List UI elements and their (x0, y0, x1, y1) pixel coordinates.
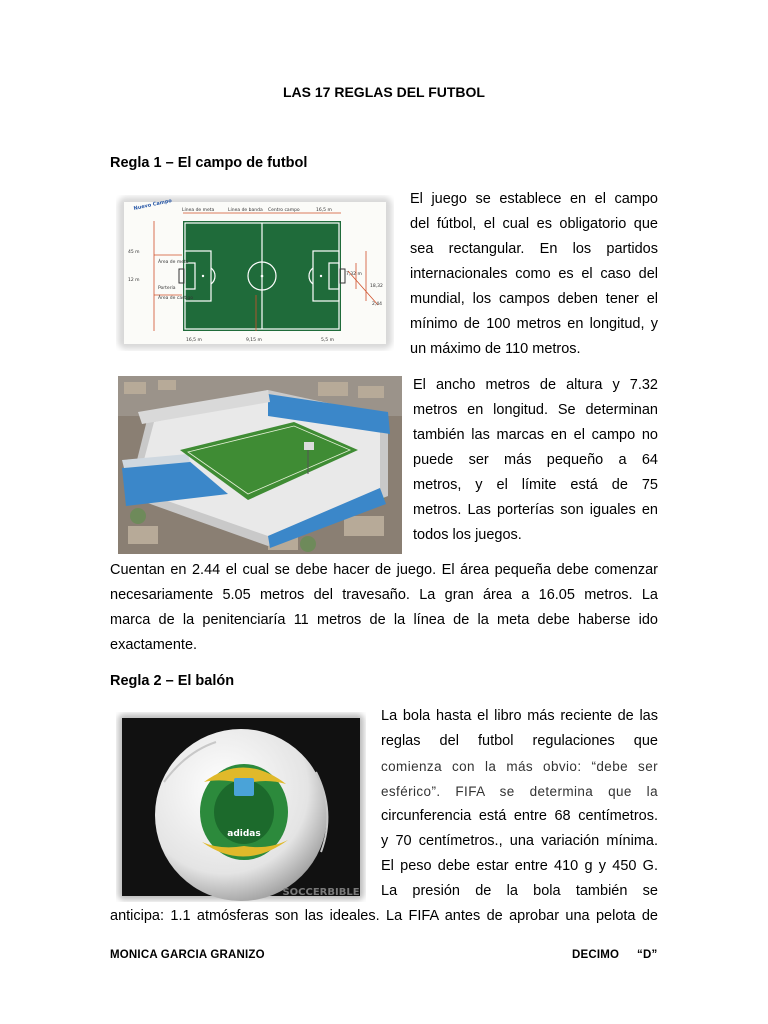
footer-grade: “D” (637, 949, 658, 961)
diagram-dim-165b: 16,5 m (186, 338, 202, 343)
text-line: del fútbol, el cual es obligatorio que (410, 216, 658, 232)
text-line: metros. Las porterías son iguales en (413, 502, 658, 518)
text-line: El ancho metros de altura y 7.32 (413, 377, 658, 393)
stadium-svg (118, 376, 402, 554)
text-line: marca de la penitenciaría 11 metros de la línea de la meta debe haberse ido (110, 612, 658, 628)
text-line: mínimo de 100 metros en longitud, y (410, 316, 658, 332)
field-diagram-image (116, 195, 394, 351)
footer-grade-label: DECIMO (572, 949, 620, 961)
rule2-paragraph-1 (381, 704, 658, 904)
diagram-porteria: Portería (158, 286, 176, 291)
ball-watermark: SOCCERBIBLE (282, 887, 360, 898)
diagram-dim-1832: 18,32 (370, 284, 383, 289)
diagram-centro: Centro campo (268, 208, 300, 213)
diagram-dim-752: 7,32 m (346, 272, 362, 277)
diagram-dim-244: 2,44 (372, 302, 383, 307)
diagram-dim-top: 16,5 m (316, 208, 332, 213)
rule1-paragraph-2 (413, 373, 658, 548)
diagram-title-label: Nuevo Campo (133, 198, 173, 212)
text-line: todos los juegos. (413, 527, 522, 543)
text-line: necesariamente 5.05 metros del travesaño. La gran área a 16.05 metros. La (110, 587, 658, 603)
rule1-paragraph-1 (410, 187, 658, 362)
text-line: anticipa: 1.1 atmósferas son las ideales. La FIFA antes de aprobar una pelota de (110, 908, 658, 924)
text-line: también las marcas en el campo no (413, 427, 658, 443)
ball-photo (116, 712, 366, 902)
text-line: metros en longitud. Se determinan (413, 402, 658, 418)
text-line: sea rectangular. En los partidos (410, 241, 658, 257)
text-line: El juego se establece en el campo (410, 191, 658, 207)
text-line: comienza con la más obvio: “debe ser (381, 759, 658, 774)
text-line: internacionales como es el caso del (410, 266, 658, 282)
text-line: metros, y el límite está de 75 (413, 477, 658, 493)
text-line: un máximo de 110 metros. (410, 341, 581, 357)
rule1-heading: Regla 1 – El campo de futbol (110, 155, 308, 171)
diagram-linea-banda: Línea de banda (228, 208, 263, 213)
rule2-heading: Regla 2 – El balón (110, 673, 235, 689)
text-line: La presión de la bola también se (381, 883, 658, 899)
text-line: Cuentan en 2.44 el cual se debe hacer de juego. El área pequeña debe comenzar (110, 562, 658, 578)
footer-author: MONICA GARCIA GRANIZO (110, 949, 265, 961)
stadium-photo (118, 376, 402, 554)
text-line: puede ser más pequeño a 64 (413, 452, 658, 468)
text-line: y 70 centímetros., una variación mínima. (381, 833, 658, 849)
diagram-dim-45: 45 m (128, 250, 140, 255)
diagram-dim-55: 5,5 m (321, 338, 334, 343)
diagram-dim-915: 9,15 m (246, 338, 262, 343)
rule2-paragraph-2 (110, 904, 658, 929)
text-line: esférico”. FIFA se determina que la (381, 784, 658, 799)
document-title: LAS 17 REGLAS DEL FUTBOL (283, 84, 485, 100)
text-line: exactamente. (110, 637, 198, 653)
diagram-linea-meta: Línea de meta (182, 208, 215, 213)
diagram-area-meta: Área de meta (158, 260, 189, 265)
text-line: La bola hasta el libro más reciente de las (381, 708, 658, 724)
diagram-dim-12: 12 m (128, 278, 140, 283)
ball-brand-text: adidas (227, 829, 261, 839)
ball-svg (116, 712, 366, 902)
rule1-paragraph-3 (110, 558, 658, 658)
text-line: mundial, los campos deben tener el (410, 291, 658, 307)
diagram-area-castigo: Área de castigo (158, 296, 194, 301)
text-line: El peso debe estar entre 410 g y 450 G. (381, 858, 658, 874)
field-diagram-svg (116, 195, 394, 351)
text-line: reglas del futbol regulaciones que (381, 733, 658, 749)
text-line: circunferencia está entre 68 centímetros. (381, 808, 658, 824)
